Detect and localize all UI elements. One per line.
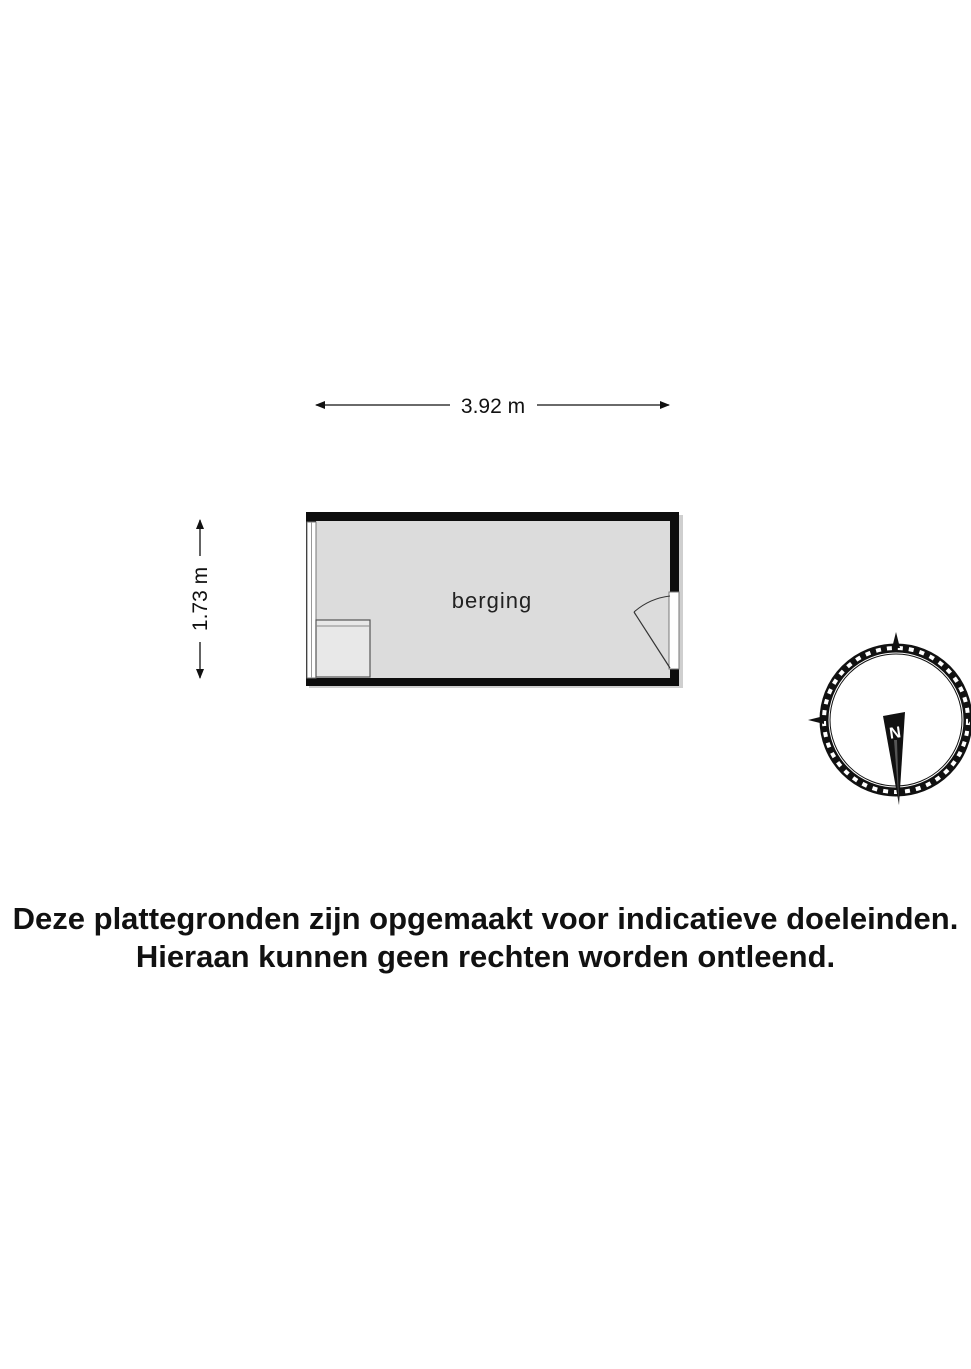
disclaimer-line-2: Hieraan kunnen geen rechten worden ontleend.: [135, 939, 836, 974]
room-berging: [306, 512, 683, 688]
height-dimension-label: 1.73 m: [189, 566, 212, 632]
compass-tick-west: [808, 716, 824, 724]
width-dimension: [316, 395, 669, 418]
room-label: berging: [451, 588, 533, 613]
compass-north-label: N: [888, 724, 903, 743]
disclaimer-line-1: Deze plattegronden zijn opgemaakt voor indicatieve doeleinden.: [12, 901, 959, 936]
door-opening: [669, 592, 679, 669]
height-dimension: [189, 520, 212, 678]
width-dimension-label: 3.92 m: [460, 395, 526, 418]
cabinet: [316, 620, 370, 677]
compass: [808, 632, 971, 805]
compass-tick-north: [892, 632, 900, 648]
